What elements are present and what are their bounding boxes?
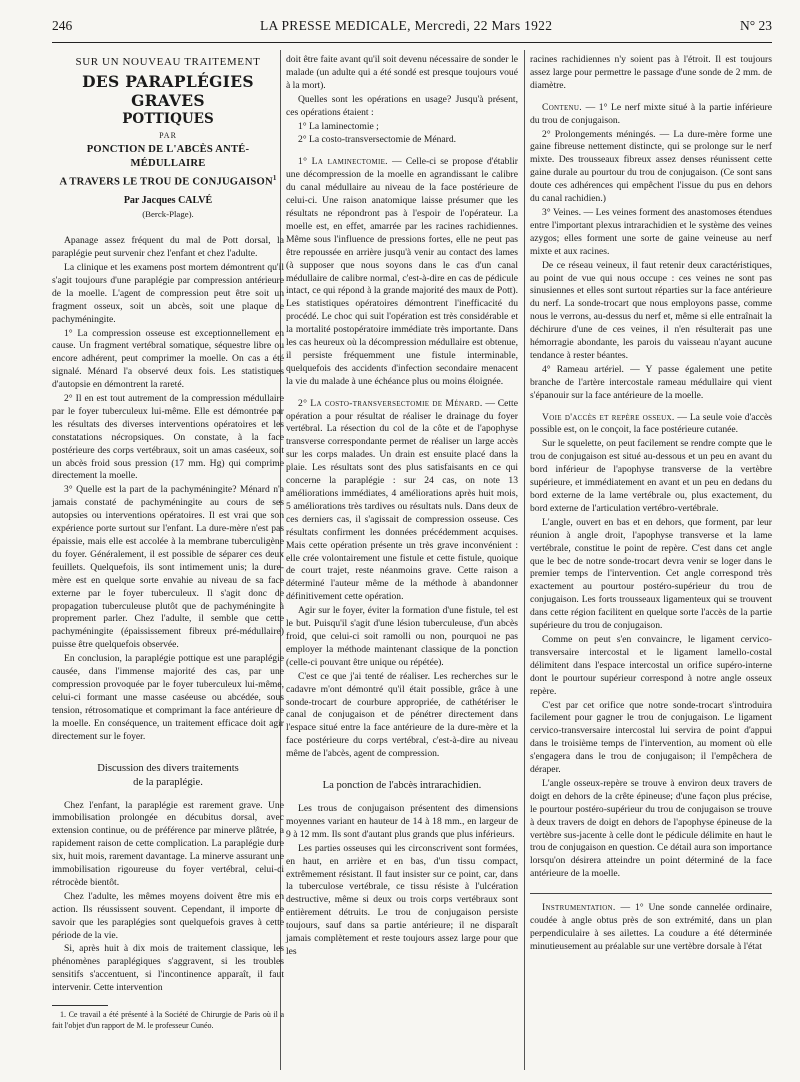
title-sub-2: A TRAVERS LE TROU DE CONJUGAISON$^1$ [59,173,277,188]
column-3 [530,54,772,955]
list-item: 1° La laminectomie ; [298,120,379,132]
paragraph: 2° Il en est tout autrement de la compression médullaire par le foyer tuberculeux lui-même. Elle est démontrée par les résultats des diverses interventions opératoires et les constatations nécropsiques. On constate, à la face postérieure des corps vertébraux, soit un amas caséeux, soit un abcès froid sous pression (17 mm. Hg) qui comprime directement la moelle. [52,393,284,482]
running-header [52,18,772,40]
paragraph: Instrumentation. — 1° Une sonde cannelée ordinaire, coudée à angle obtus près de son extrémité, dans un plan perpendiculaire à ses ailettes. La coudure a été déterminée minutieusement au préalable sur une vertèbre dorsale à l'état [530,902,772,952]
paragraph: En conclusion, la paraplégie pottique est une paraplégie causée, dans l'immense majorité des cas, par une compression provoquée par le foyer tuberculeux lui-même, celui-ci formant une masse caséeuse ou abcédée, sous tension, rétrosomatique et comprimant la face antérieure de la moelle. En conséquence, un traitement efficace doit agir directement sur le foyer. [52,653,284,742]
paragraph: 4° Rameau artériel. — Y passe également une petite branche de l'artère intercostale rameau médullaire qui vient s'épanouir sur la face antérieure de la moelle. [530,363,772,401]
paragraph: De ce réseau veineux, il faut retenir deux caractéristiques, au point de vue qui nous occupe : ces veines ne sont pas sinusiennes et elles sont surtout réparties sur la face antérieure du nerf. La sonde-trocart que nous employons passe, comme nous le verrons, au-dessus du nerf et, même si elle entraînait la déchirure d'une de ces veines, il n'en résulterait pas une hémorragie abondante, les parois du vaisseau n'ayant aucune tendance à rester béantes. [530,259,772,361]
paragraph: Les trous de conjugaison présentent des dimensions moyennes variant en hauteur de 14 à 18 mm., en largeur de 9 à 12 mm. Ils sont d'autant plus grands que plus inférieurs. [286,803,518,840]
paragraph: Sur le squelette, on peut facilement se rendre compte que le trou de conjugaison est situé au-dessous et un peu en avant du bord inférieur de l'apophyse transverse de la vertèbre supérieure, et immédiatement en avant et un peu en dedans du bord externe de la lame vertébrale ou, plus exactement, du bord externe de l'articulation vertébro-vertébrale. [530,438,772,514]
paragraph: Si, après huit à dix mois de traitement classique, les phénomènes paraplégiques s'aggravent, si les troubles sensitifs s'accentuent, si l'incontinence apparaît, il faut intervenir. Cette intervention [52,943,284,994]
paragraph: doit être faite avant qu'il soit devenu nécessaire de sonder le malade (un adulte qui a été sondé est presque toujours voué à la mort). [286,54,518,91]
footnote-marker: 1 [272,173,277,182]
title-main: DES PARAPLÉGIES GRAVES [82,71,254,110]
paragraph: Voie d'accès et repère osseux. — La seule voie d'accès possible est, on le conçoit, la face postérieure cutanée. [530,411,772,436]
column-divider [524,50,525,1070]
paragraph: Agir sur le foyer, éviter la formation d'une fistule, tel est le but. Puisqu'il s'agit d'une lésion tuberculeuse, d'un abcès froid, que celui-ci soit ramolli ou non, pourquoi ne pas employer la méthode maintenant classique de la ponction (celle-ci pouvant être unique ou répétée). [286,605,518,668]
page-number: 246 [52,18,73,33]
paragraph: 1° La laminectomie. — Celle-ci se propose d'établir une décompression de la moelle en agrandissant le calibre du canal médullaire au niveau de la face postérieure de celui-ci. Une raison anatomique laisse présumer que les résultats ne répondront pas à l'espoir de l'opérateur. La moelle est, en effet, amarrée par les racines rachidiennes. Même sous l'influence de pressions fortes, elle ne peut pas être repoussée en arrière jusqu'à venir au contact des lames (à supposer que nous soyons dans le cas d'un canal médullaire de calibre normal, c'est-à-dire en cas de pédicule intact, ce qui répond à la grande majorité des maux de Pott). Les statistiques opératoires démontrent l'inefficacité du procédé. Le choc qui suit l'opération est très considérable et la mortalité postopératoire immédiate très importante. Dans les cas heureux où la décompression médullaire est obtenue, il persiste fréquemment une fistule interminable, quelquefois des accidents d'infection secondaire menacent la vie du malade à une échéance plus ou moins éloignée. [286,156,518,387]
paragraph: 2° La costo-transversectomie de Ménard. — Cette opération a pour résultat de réaliser le drainage du foyer vertébral. La résection du col de la côte et de l'apophyse transverse correspondante permet de réaliser un large accès sur les corps malades. Un drain est ensuite placé dans la plaie. Les résultats sont des plus satisfaisants en ce qui concerne la paraplégie : sur 24 cas, on note 13 améliorations immédiates, 4 améliorations après huit mois, 5 améliorations très tardives ou résultats nuls. Dans deux de ces derniers cas, il s'agissait de compression osseuse. Ces résultats confirment les données précédemment acquises. Mais cette opération présente un très grave inconvénient : elle crée volontairement une fistule et cette fistule, quoique de court trajet, reste néanmoins grave. Cette raison a déterminé l'auteur même de la méthode à abandonner définitivement cette opération. [286,397,518,603]
paragraph: C'est par cet orifice que notre sonde-trocart s'introduira facilement pour gagner le trou de conjugaison. Le ligament cervico-transversaire intercostal lui servira de point d'appui dans le troisième temps de l'intervention, au moment où elle s'engagera dans le trou de conjugaison; il l'empêchera de déraper. [530,699,772,776]
section-heading: Discussion des divers traitements de la paraplégie. [97,762,239,788]
title-kicker: SUR UN NOUVEAU TRAITEMENT [75,56,261,68]
list-item: 2° La costo-transversectomie de Ménard. [298,134,457,146]
paragraph-heading: Contenu. [542,101,582,113]
issue-number: N° 23 [739,18,772,33]
article-title-block [52,56,284,221]
paragraph: Comme on peut s'en convaincre, le ligament cervico-transversaire intercostal et le ligament lamello-costal délimitent dans l'espace intercostal un orifice supéro-interne dont le pourtour supérieur correspond à notre angle osseux repère. [530,633,772,697]
section-heading: La ponction de l'abcès intrarachidien. [322,780,482,792]
paragraph-heading: 1° La laminectomie. [298,156,388,168]
title-par: PAR [159,130,177,140]
paragraph: C'est ce que j'ai tenté de réaliser. Les recherches sur le cadavre m'ont démontré qu'il était possible, grâce à une sonde-trocart de courbure appropriée, de cathétériser le canal de conjugaison et de pénétrer directement dans l'espace situé entre la face antérieure de la dure-mère et la face postérieure du corps vertébral, c'est-à-dire au niveau même de l'abcès, agent de compression. [286,670,518,760]
paragraph: 3° Veines. — Les veines forment des anastomoses étendues entre l'important plexus intrarachidien et le système des veines azygos; elles forment une sorte de gaine veineuse au nerf mixte et aux racines. [530,206,772,257]
title-sub-1: PONCTION DE L'ABCÈS ANTÉ-MÉDULLAIRE [86,143,250,169]
paragraph: L'angle, ouvert en bas et en dehors, que forment, par leur réunion à angle droit, l'apophyse transverse et la lame vertébrale, constitue le point de repère. C'est dans cet angle que le bec de notre sonde-trocart devra venir se loger dans le premier temps de l'intervention. Cet angle correspond très exactement au pourtour postéro-supérieur du trou de conjugaison. Les forts trousseaux ligamenteux qui se trouvent dans cette région facilitent en quelque sorte l'accès de la partie supérieure du trou de conjugaison. [530,516,772,632]
paragraph-heading: Voie d'accès et repère osseux. [542,411,675,423]
journal-title: LA PRESSE MEDICALE, Mercredi, 22 Mars 1922 [259,18,553,33]
instrumentation-section [530,893,772,954]
header-rule [52,42,772,43]
paragraph: Chez l'enfant, la paraplégie est rarement grave. Une immobilisation prolongée en décubitus dorsal, avec extension continue, ou de préférence par minerve plâtrée, a rapidement raison de cette complication. La paraplégie dure six, huit mois, rarement davantage. La minerve assurant une immobilisation rigoureuse du foyer vertébral, celui-ci rétrocède bientôt. [52,799,284,888]
footnote-rule [52,1005,108,1006]
paragraph-heading: Instrumentation. [542,902,616,914]
paragraph: Quelles sont les opérations en usage? Jusqu'à présent, ces opérations étaient : [286,93,518,118]
paragraph: 2° Prolongements méningés. — La dure-mère forme une gaine fibreuse nettement distincte, qui se prolonge sur le nerf mixte. Des trousseaux fibreux assez denses réunissent cette gaine durale au pourtour du trou de conjugaison. (Ce sont sans doute ces adhérences qui empêchent l'issue du pus en dehors du canal rachidien.) [530,128,772,205]
author-place: (Berck-Plage). [142,209,194,220]
paragraph: 3° Quelle est la part de la pachyméningite? Ménard n'a jamais constaté de pachyméningite au cours de ses autopsies ou interventions opératoires. Il est vrai que son expérience porte surtout sur l'enfant. La dure-mère n'est pas épaissie, mais elle est accolée à la membrane tuberculigène du foyer. Généralement, il est possible de séparer ces deux feuillets. Quelquefois, ils sont intimement unis; la dure-mère est en quelque sorte envahie au niveau de sa face externe par le foyer tuberculeux. Il s'agit donc de propagation tuberculeuse plutôt que de pachyméningite à proprement parler. Chez l'adulte, il semble que cette pachyméningite (épaississement fibreux pré-médullaire) puisse être quelquefois observée. [52,484,284,651]
paragraph: 1° La compression osseuse est exceptionnellement en cause. Un fragment vertébral somatique, séquestre libre ou encore adhérent, peut comprimer la moelle. On cas a été signalé. Ménard l'a observé deux fois. Les statistiques d'autopsie en démontrent la rareté. [52,327,284,391]
paragraph: Contenu. — 1° Le nerf mixte situé à la partie inférieure du trou de conjugaison. [530,101,772,126]
column-1 [52,54,284,1031]
paragraph: L'angle osseux-repère se trouve à environ deux travers de doigt en dehors de la crête épineuse; d'une façon plus précise, le pourtour postéro-supérieur du trou de conjugaison se trouve à deux travers de doigt en dehors de l'apophyse épineuse de la vertèbre sus-jacente à celle dont le pédicule délimite en haut le trou de conjugaison en question. Ce détail aura son importance lorsqu'on désirera atteindre un point déterminé de la face antérieure de la moelle. [530,777,772,880]
column-2 [286,54,518,960]
paragraph: Les parties osseuses qui les circonscrivent sont formées, en haut, en arrière et en bas, d'un tissu compact, extrêmement résistant. Il faut insister sur ce point, car, dans la tuberculose vertébrale, ce tissu résiste à l'ulcération destructive, même si deux ou trois corps vertébraux sont entièrement détruits. Le trou de conjugaison persiste toujours, sauf dans sa partie antérieure; il ne disparaît jamais complètement et reste toujours assez large pour que les [286,842,518,957]
footnote: 1. Ce travail a été présenté à la Société de Chirurgie de Paris où il a fait l'objet d'un rapport de M. le professeur Cunéo. [52,1010,284,1030]
paragraph: La clinique et les examens post mortem démontrent qu'il s'agit toujours d'une paraplégie par compression antérieure de la moelle. L'agent de compression peut être soit un fragment osseux, soit un abcès, soit une plaque de pachyméningite. [52,261,284,325]
paragraph-heading: 2° La costo-transversectomie de Ménard. [298,397,483,409]
title-main-2: POTTIQUES [122,110,214,127]
paragraph: Chez l'adulte, les mêmes moyens doivent être mis en action. Ils réussissent souvent. Cependant, il importe de savoir que les paraplégies sont quelquefois graves à cette période de la vie. [52,890,284,941]
author: Par Jacques CALVÉ [123,195,213,207]
paragraph: racines rachidiennes n'y soient pas à l'étroit. Il est toujours assez large pour permettre le passage d'une sonde de 2 mm. de diamètre. [530,54,772,91]
paragraph: Apanage assez fréquent du mal de Pott dorsal, la paraplégie peut survenir chez l'enfant et chez l'adulte. [52,235,284,260]
